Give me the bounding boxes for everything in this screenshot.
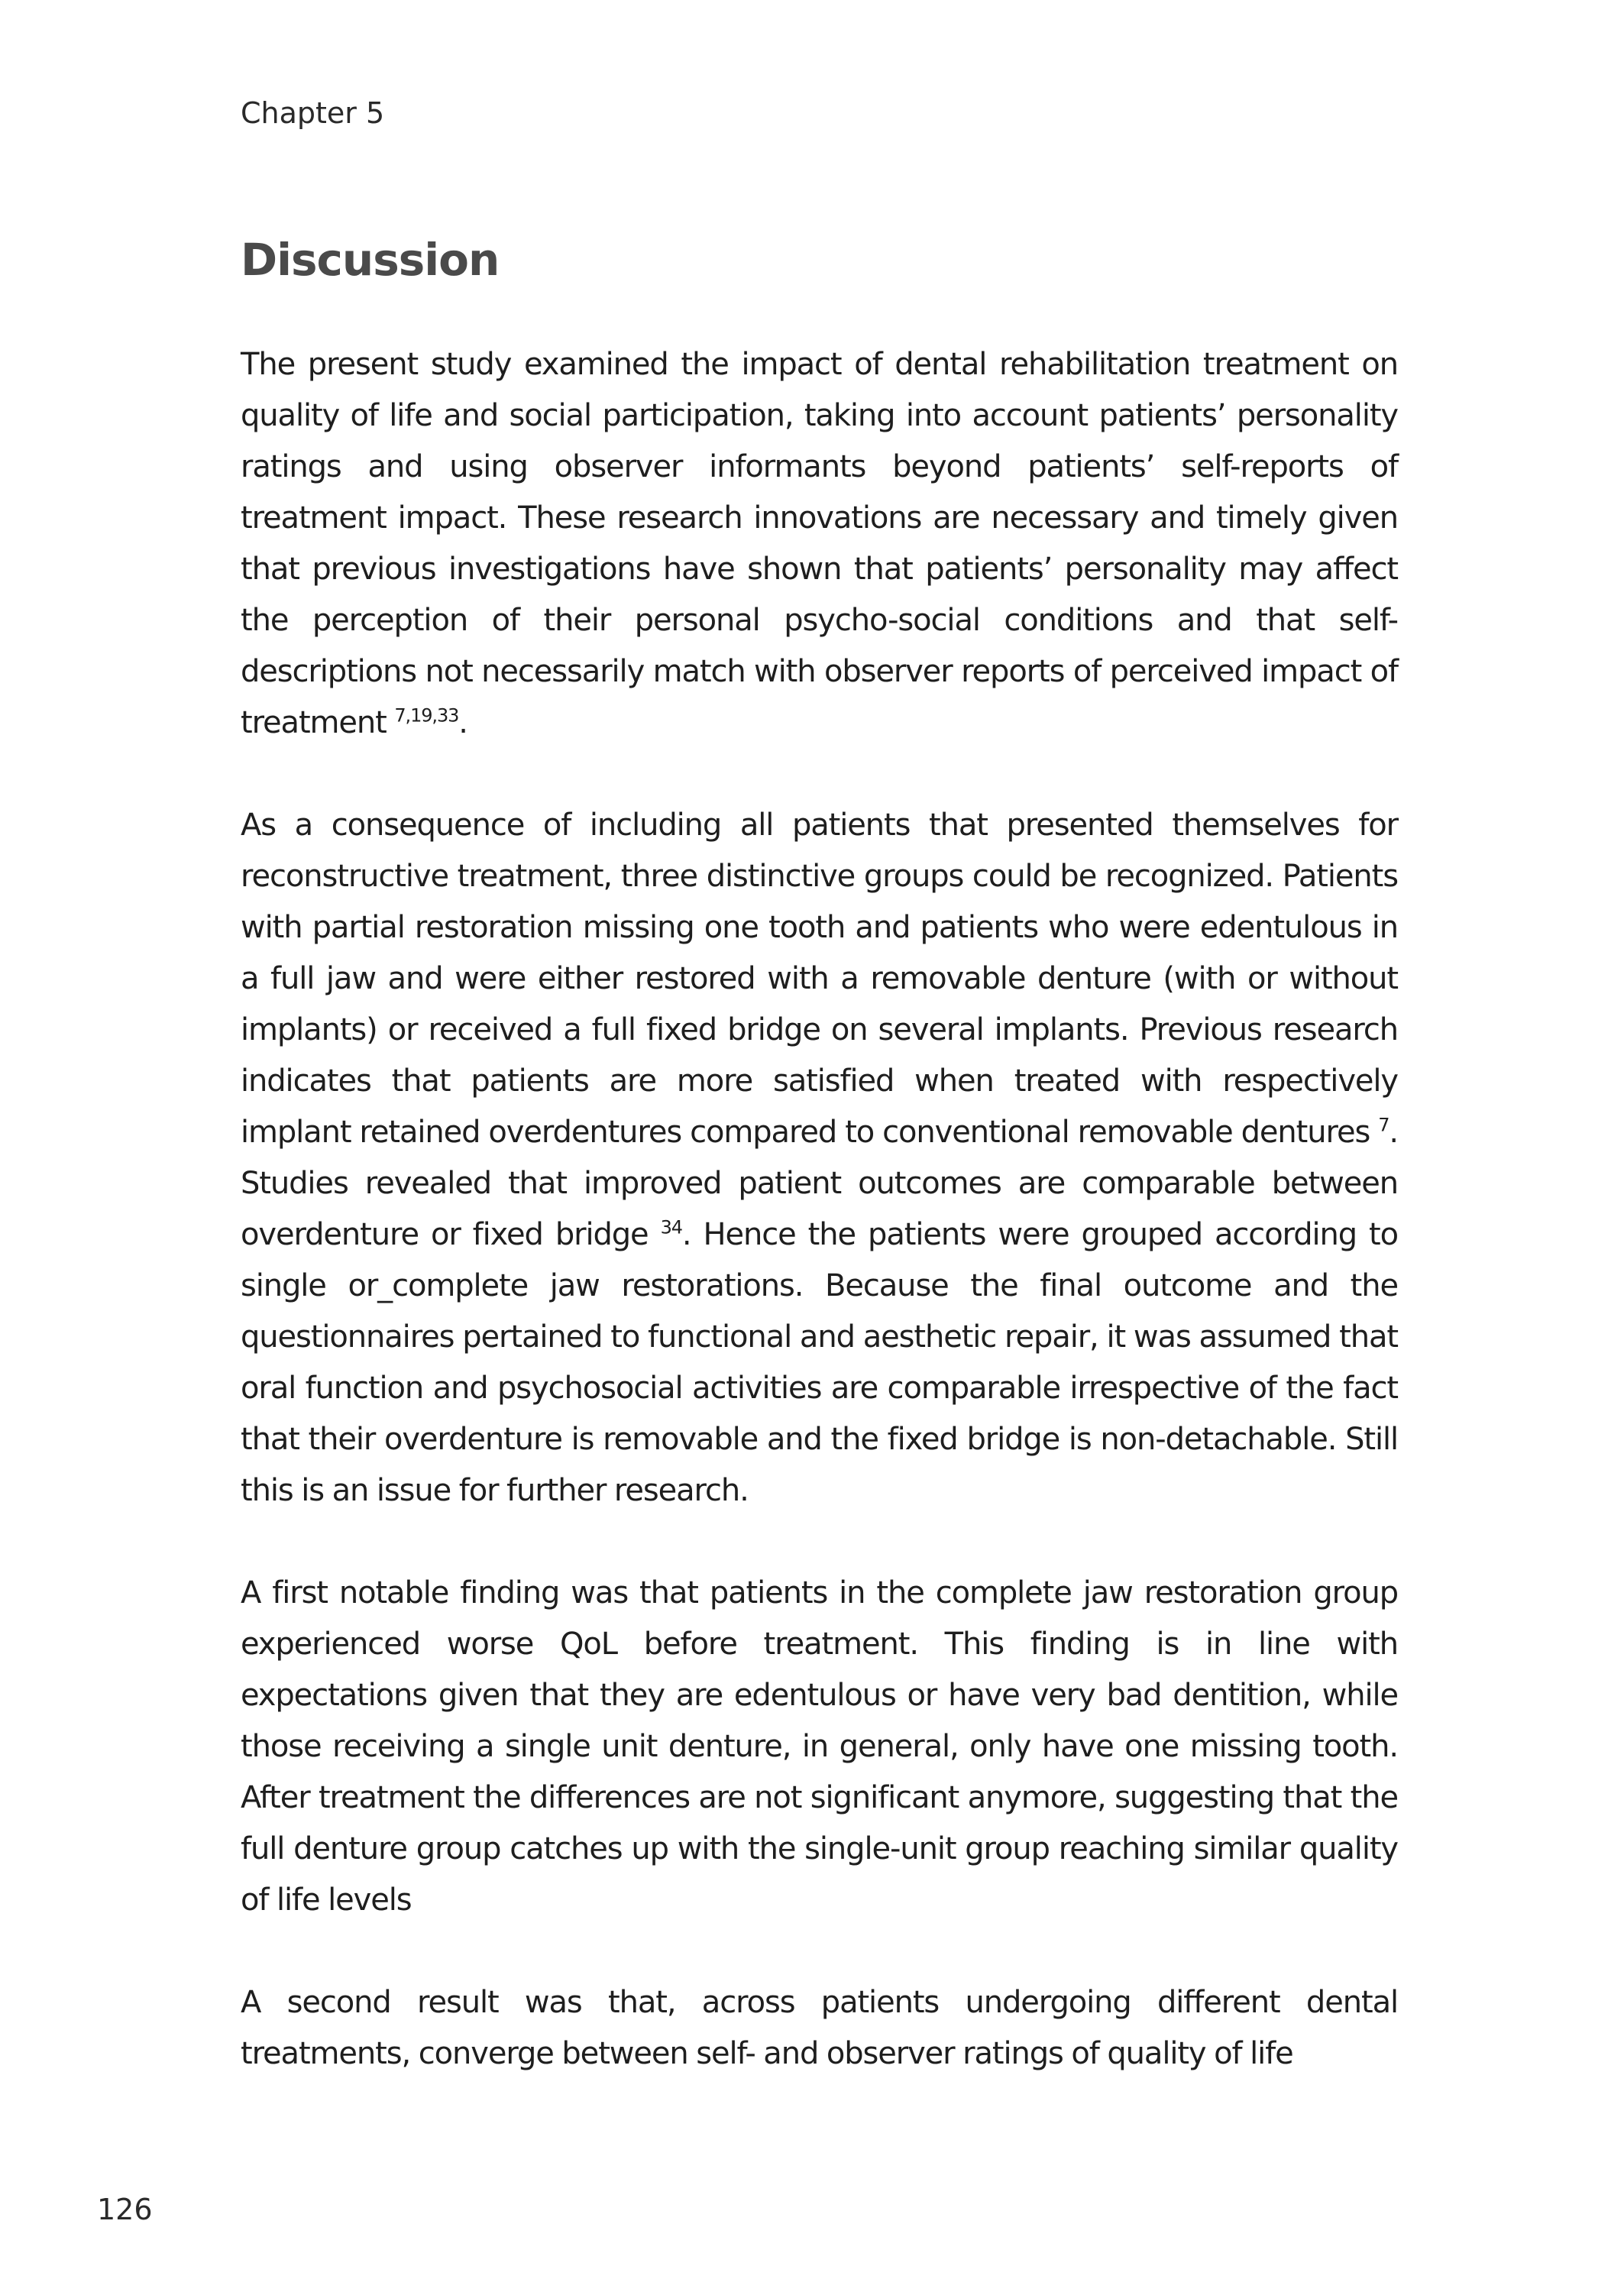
paragraph-2-text-start: As a consequence of including all patients that presented themselves for reconstructive treatment, three distinctive groups could be recognized. Patients with partial restoration missing one tooth and patients who were edentulous in a full jaw and were either restored with a removable denture (with or without implants) or received a full fixed bridge on several implants. Previous research indicates that patients are more satisfied when treated with respectively implant retained overdentures compared to conventional removable dentures [241,808,1398,1150]
paragraph-4: A second result was that, across patients undergoing different dental treatments, converge between self- and observer ratings of quality of life [241,1985,1398,2071]
paragraph-1-text: The present study examined the impact of dental rehabilitation treatment on quality of life and social participation, taking into account patients’ personality ratings and using observer informants beyond patients’ self-reports of treatment impact. These research innovations are necessary and timely given that previous investigations have shown that patients’ personality may affect the perception of their personal psycho-social conditions and that self-descriptions not necessarily match with observer reports of perceived impact of treatment [241,347,1398,740]
paragraph-2-text-middle: . Studies revealed that improved patient outcomes are comparable between overdenture or fixed bridge [241,1115,1398,1252]
paragraph-1-end: . [458,705,467,740]
page-number: 126 [97,2193,153,2226]
citation-7-19-33: 7,19,33 [394,704,459,727]
citation-34: 34 [660,1216,682,1238]
body-text [241,339,1398,2131]
paragraph-1 [241,339,1398,749]
section-title: Discussion [241,234,500,286]
paragraph-2 [241,800,1398,1517]
paragraph-2-text-end: . Hence the patients were grouped according to single or_complete jaw restorations. Because the final outcome and the questionnaires pertained to functional and aesthetic repair, it was assumed that oral function and psychosocial activities are comparable irrespective of the fact that their overdenture is removable and the fixed bridge is non-detachable. Still this is an issue for further research. [241,1217,1399,1508]
running-header: Chapter 5 [241,96,385,130]
paragraph-3: A first notable finding was that patients in the complete jaw restoration group experienced worse QoL before treatment. This finding is in line with expectations given that they are edentulous or have very bad dentition, while those receiving a single unit denture, in general, only have one missing tooth. After treatment the differences are not significant anymore, suggesting that the full denture group catches up with the single-unit group reaching similar quality of life levels [241,1575,1398,1918]
citation-7: 7 [1378,1114,1389,1136]
